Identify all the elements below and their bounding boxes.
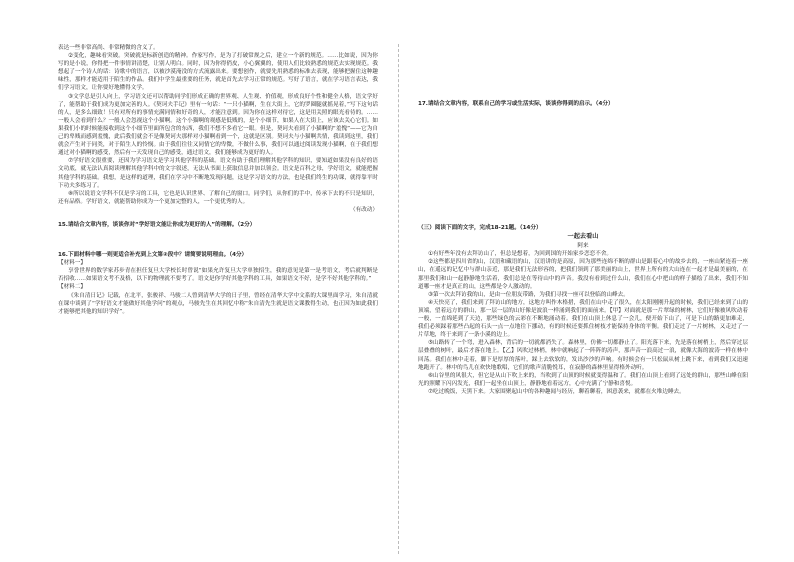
paragraph: ⑧所以说语文学科不仅是学习的工具，它也是认识世界、了解自己的窗口。同学们，从你们的手中，传承下去的不只是知识，还有品格。学好语文，就能帮助你成为一个更加完整的人，一个更优秀的人。 [58, 190, 378, 205]
material-1-label: 【材料一】 [58, 260, 86, 267]
paragraph: ③文学总是引人向上，学习语文还可以帮助同学们形成正确的世界观、人生观、价值观，形成良好个性和健全人格，语文学好了，能帮助于我们成为更加完善的人。《契诃夫手记》里有一句话：“一只小猫啊，生在大街上，它的罗圈腿就摇晃着，”写下这句话的人，是多么细致！只有对所有的事情充满同情和好奇的人，才能注意到。因为你在这样对待它，这是用关照的眼光看待的。……一般人会看到什么？一般人会忽视这个小猫啊。这个小猫啊的观感是低贱的，是个小细节，如果人在大街上，应该去关心它们。如果我们小的时候能接收到这个小细节里面所包含的东西，我们不想不多看它一眼。但是，契诃夫看到了小猫啊的“羞愧”——它为自己的卑贱而感到羞愧，此后我们就会不是像契诃夫那样对小猫啊看到一个，这就是区别。契诃夫与小猫啊共情，我读到这里，我们就会产生对于同类，对于陌生人的怜悯。由于我们往往又同情它的卑微，不做什么事，我们可以通过阅读发现小猫啊，在于我们想通过对小猫啊的感受，然后有一天发现自己的感受，通过语文，我们能够成为更好的人。 [58, 93, 378, 157]
source-note: （有改动） [350, 206, 378, 213]
question-15: 15.请结合文章内容，谈谈你对“学好语文能让你成为更好的人”的理解。（2分） [58, 221, 256, 228]
material-2-label: 【材料二】 [58, 284, 86, 291]
article-title: 一起去看山 [567, 233, 599, 241]
material-1-text: 享誉世界的数学家苏步青在担任复旦大学校长时曾说“如果允许复旦大学单独招生，我的意见是第一是考语文，考后就判断是否招收……如果语文考不及格，以下的物理就不要考了。语文是你学好其他学科的工具，如果语文不好，是学不好其他学科的。” [58, 268, 378, 283]
question-16: 16.下面材料中哪一则更适合补充到上文第②段中？请简要说明理由。（4分） [58, 252, 248, 259]
paragraph: ②这些都是四川省的山，汉语和藏语的山，汉语讲的是高原，因为那些连绵不断的群山是跟着心中的故乡去的，一座山紧连着一座山，在遥远的记忆中与群山亲近，那是我们无法形容的，把我们领到了那美丽的山上，世界上所有的大山连在一起才是最美丽的，在那里我们和山一起静静地生活着，我们总是在等待山中的声音。我没有看到过什么山，我们在心中把山的样子描绘了出来，我们不知道哪一座才是真正的山，这些都是令人激动的。 [418, 259, 748, 290]
paragraph: ⑥山谷里的风很大，但它是从山下吹上来的，当吹到了山顶的时候就变得温和了。我们在山顶上看到了远处的群山，那些山峰在阳光的照耀下闪闪发光，我们一起坐在山顶上，静静地看着远方，心中充满了宁静和喜悦。 [418, 372, 748, 387]
paragraph: ②变化，趣味看突破。突破就是标新创造的精神。作家写作，是为了打破常规之后，建立一个新的规范。……比如说，因为你写的是小说，你得把一件事情讲清楚，让别人明白。同时，因为你得俏皮，小心翼翼的，使用人们比较熟悉的规范去实现规范。我想起了一个诗人的话：诗歌中的语言，以被沙漠淹没的方式流露出来。要想创作，就要先用熟悉的标准去表现，能够把握住这种趣味性，那样才能适用于陌生的作品。我们中学生最重要的任务，就是首先去学习正常的规范。写好了语言，就在学习语言表达，我们学习语文，让你要好地懂得文学。 [58, 53, 378, 92]
paragraph: ⑤山路转了一个弯，进入森林，背后的一切就都消失了。森林里，仿佛一切都静止了。阳光落下来，先是落在树梢上，然后穿过层层叠叠的树叶，最后才落在地上。【乙】风吹过林梢，林中就响起了一阵阵的涛声，那声音一浪高过一浪，就像大海的波涛一样在林中回荡。我们在林中走着，脚下是厚厚的落叶，踩上去软软的，发出沙沙的声响。有时候会有一只松鼠从树上跳下来，看到我们又迅速地跑开了。林中的鸟儿在欢快地歌唱，它们的歌声清脆悦耳，在寂静的森林里显得格外动听。 [418, 340, 748, 371]
left-column [58, 44, 378, 554]
section-3-heading: （三）阅读下面的文字，完成18-21题。（14分） [418, 225, 542, 232]
paragraph: ③第一次去拜访我的山，是由一位朋友带路，为我们寻找一座可以登临的山峰去。 [428, 291, 629, 298]
paragraph: ⑦吃过晚饭，天黑下来。大家围聚起山中的各种趣闻与经历，聊着聊着，困意袭来，就都在火堆边睡去。 [428, 388, 685, 395]
paragraph: ④天快亮了，我们来到了拜访山的地方，这地方叫作木格措，我们在山中走了很久，在太阳刚刚升起的时候，我们已经来到了山的顶端，望着远方的群山，那一层一层的山好像是波浪一样涌到我们的面前来。【甲】对面就是那一片翠绿的树林，它们好像被风吹动着一般，一直绵延到了天边，那些绿色的云彩在不断地涌动着。我们在山顶上休息了一会儿，便开始下山了，可是下山的路更加难走，我们必须踩着那些凸起的石头一点一点地往下挪动，有的时候还要抓住树枝才能保持身体的平衡。我们走过了一片树林，又走过了一片草地，终于来到了一条小溪的边上。 [418, 299, 748, 339]
column-divider [398, 44, 399, 554]
material-2-text: 《朱自清日记》记载，在北平，张骏祥、马骏二人曾到清华大学的日子里，曾经在清华大学中文系的大课里面学习，朱自清就在课中谈到了“学好语文才能做好其他学问”的观点，马骏先生在其回忆中称“朱自清先生就是语文课教得生动，也正因为如此我们才能够把其他的知识学好”。 [58, 292, 378, 315]
paragraph: 表达一些非常高尚、非常精微的含义了。 [58, 45, 159, 51]
article-author: 阿来 [577, 243, 589, 250]
right-column [418, 44, 748, 554]
paragraph: ⑦学好语文很重要，还因为学习语文是学习其他学科的基础。语文有助于我们理解其他学科的知识，要知道如果没有良好的语文功底，就无法认真阅读理解其他学科中的文字叙述，无法从书面上获取信息并加以领会。语文是百科之母，学好语文，就能把握其他学科的基础。我想，是这样的道理，我们在学习中不断地发现问题，这是学习语文的方法，也是我们终生的功课，就得靠平时下功夫多练习了。 [58, 158, 378, 189]
paragraph: ①有好些年没有去拜访山了，但总是想着，为回到国的开始家乡恋恋不舍。 [428, 251, 613, 258]
question-17: 17.请结合文章内容，联系自己的学习或生活实际，谈谈你得到的启示。（4分） [418, 101, 614, 107]
